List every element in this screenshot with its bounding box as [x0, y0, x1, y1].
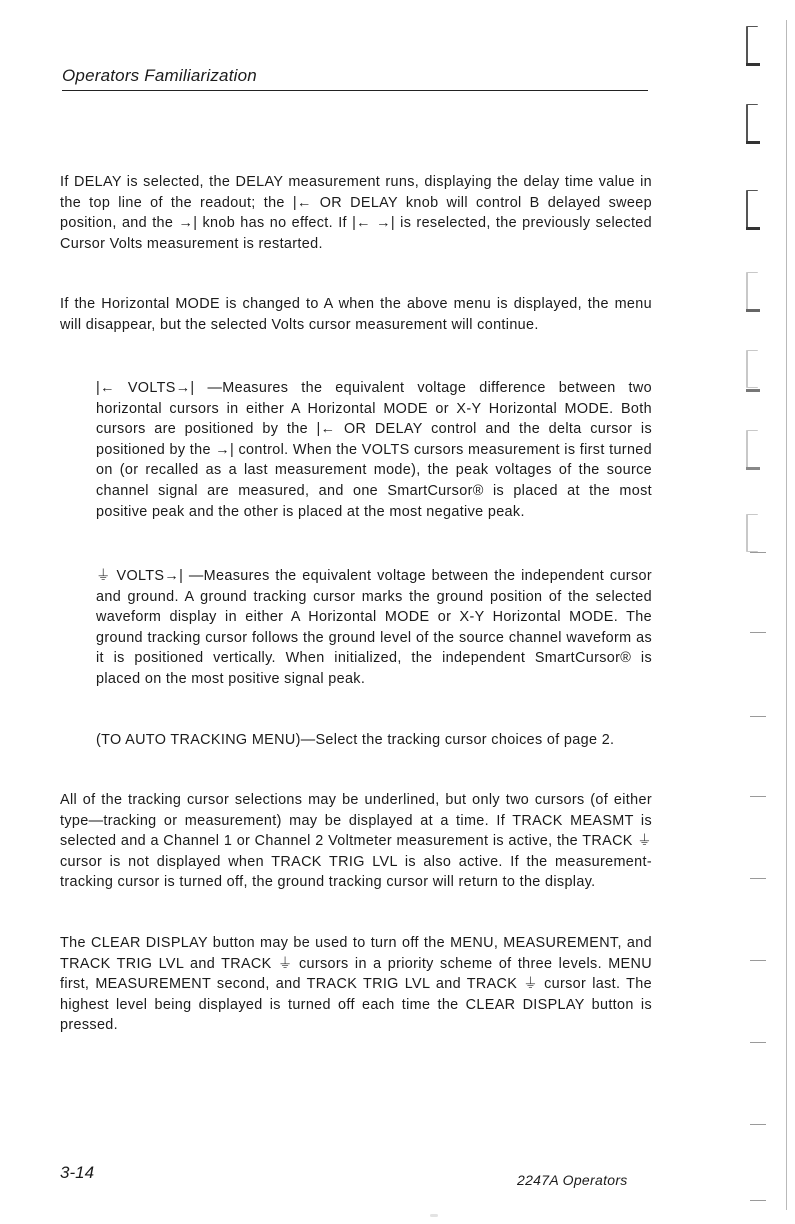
edge-tab-bar	[746, 467, 760, 470]
edge-tab-mark	[746, 190, 758, 228]
paragraph-ground-volts: ⏚ VOLTS→| —Measures the equivalent voltage between the independent cursor and ground. A ground tracking cursor marks the ground position of the selected waveform display in either A Horizontal MODE or X-Y Horizontal MODE. The ground tracking cursor follows the ground level of the source channel waveform as it is positioned vertically. When initialized, the independent SmartCursor® is placed on the most positive signal peak.	[96, 568, 652, 687]
edge-tab-mark	[746, 514, 758, 552]
paragraph-horizontal-mode: If the Horizontal MODE is changed to A when the above menu is displayed, the menu will disappear, but the selected Volts cursor measurement will continue.	[60, 296, 652, 333]
paragraph-tracking-cursors: All of the tracking cursor selections may be underlined, but only two cursors (of either type—tracking or measurement) may be displayed at a time. If TRACK MEASMT is selected and a Channel 1 or Channel 2 Voltmeter measurement is active, the TRACK ⏚ cursor is not displayed when TRACK TRIG LVL is also active. If the measurement-tracking cursor is turned off, the ground tracking cursor will return to the display.	[60, 792, 652, 891]
edge-dash-mark	[750, 960, 766, 961]
edge-tab-mark	[746, 26, 758, 64]
paragraph-delta-volts: |← VOLTS→| —Measures the equivalent voltage difference between two horizontal cursors in either A Horizontal MODE or X-Y Horizontal MODE. Both cursors are positioned by the |← OR DELAY control and the delta cursor is positioned by the →| control. When the VOLTS cursors measurement is first turned on (or recalled as a last measurement mode), the peak voltages of the source channel signal are measured, and one SmartCursor® is placed at the most positive peak and the other is placed at the most negative peak.	[96, 380, 652, 520]
edge-tab-mark	[746, 272, 758, 310]
document-title: 2247A Operators	[517, 1172, 628, 1188]
edge-tab-mark	[746, 430, 758, 468]
edge-dash-mark	[750, 878, 766, 879]
edge-tab-mark	[746, 104, 758, 142]
edge-dash-mark	[750, 1200, 766, 1201]
page-number: 3-14	[60, 1163, 95, 1182]
edge-dash-mark	[750, 552, 766, 553]
edge-tab-bar	[746, 141, 760, 144]
scan-smudge	[430, 1214, 438, 1217]
edge-tab-bar	[746, 63, 760, 66]
paragraph-auto-tracking: (TO AUTO TRACKING MENU)—Select the tracking cursor choices of page 2.	[96, 732, 615, 748]
section-title: Operators Familiarization	[62, 66, 257, 85]
paragraph-delay: If DELAY is selected, the DELAY measurement runs, displaying the delay time value in the top line of the readout; the |← OR DELAY knob will control B delayed sweep position, and the →| knob has no effect. If |← →| is reselected, the previously selected Cursor Volts measurement is restarted.	[60, 174, 652, 252]
edge-tab-bar	[746, 389, 760, 392]
paragraph-clear-display: The CLEAR DISPLAY button may be used to turn off the MENU, MEASUREMENT, and TRACK TRIG LVL and TRACK ⏚ cursors in a priority scheme of three levels. MENU first, MEASUREMENT second, and TRACK TRIG LVL and TRACK ⏚ cursor last. The highest level being displayed is turned off each time the CLEAR DISPLAY button is pressed.	[60, 935, 652, 1034]
edge-dash-mark	[750, 796, 766, 797]
edge-tab-bar	[746, 309, 760, 312]
edge-tab-mark	[746, 350, 758, 388]
edge-tab-bar	[746, 227, 760, 230]
edge-dash-mark	[750, 1042, 766, 1043]
edge-dash-mark	[750, 632, 766, 633]
edge-dash-mark	[750, 716, 766, 717]
edge-dash-mark	[750, 1124, 766, 1125]
page-edge-line	[786, 20, 787, 1210]
page-header	[62, 66, 648, 91]
